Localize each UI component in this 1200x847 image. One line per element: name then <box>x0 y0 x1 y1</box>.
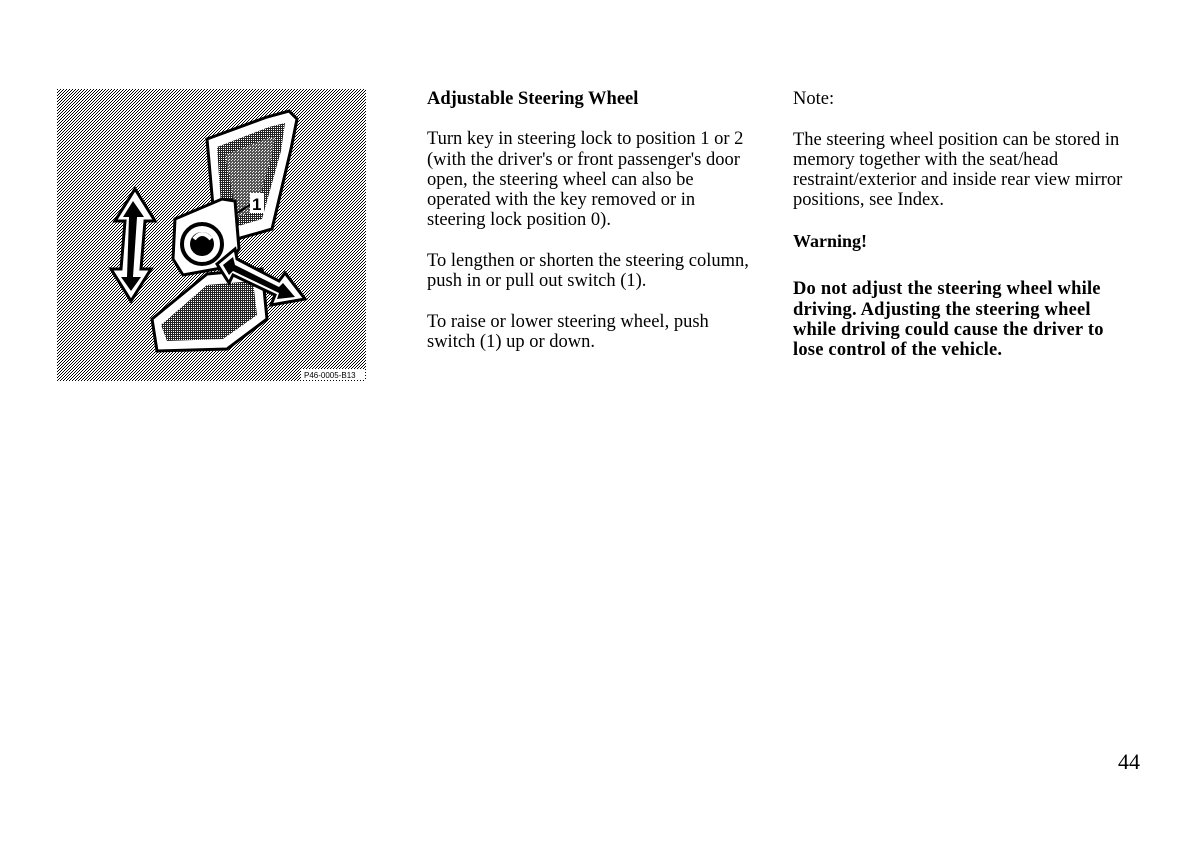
warning-text: Do not adjust the steering wheel while driving. Adjusting the steering wheel while driving could cause the driver to lose control of the vehicle. <box>793 279 1104 361</box>
steering-adjust-drawing <box>57 89 366 381</box>
note-text: The steering wheel position can be stored in memory together with the seat/head restraint/exterior and inside rear view mirror positions, see Index. <box>793 129 1123 211</box>
steering-adjust-illustration <box>57 89 366 381</box>
section-heading: Adjustable Steering Wheel <box>427 89 639 109</box>
figure-code: P46-0005-B13 <box>304 371 356 380</box>
instruction-paragraph-1: Turn key in steering lock to position 1 or 2 (with the driver's or front passenger's door open, the steering wheel can also be operated with the key removed or in steering lock position 0). <box>427 129 744 231</box>
instruction-paragraph-2: To lengthen or shorten the steering column, push in or pull out switch (1). <box>427 251 749 292</box>
note-label: Note: <box>793 89 835 109</box>
callout-number: 1 <box>252 195 262 214</box>
warning-label: Warning! <box>793 231 868 252</box>
right-column <box>793 89 1138 361</box>
page-number: 44 <box>1118 749 1140 774</box>
middle-column <box>427 89 757 353</box>
instruction-paragraph-3: To raise or lower steering wheel, push switch (1) up or down. <box>427 311 709 353</box>
